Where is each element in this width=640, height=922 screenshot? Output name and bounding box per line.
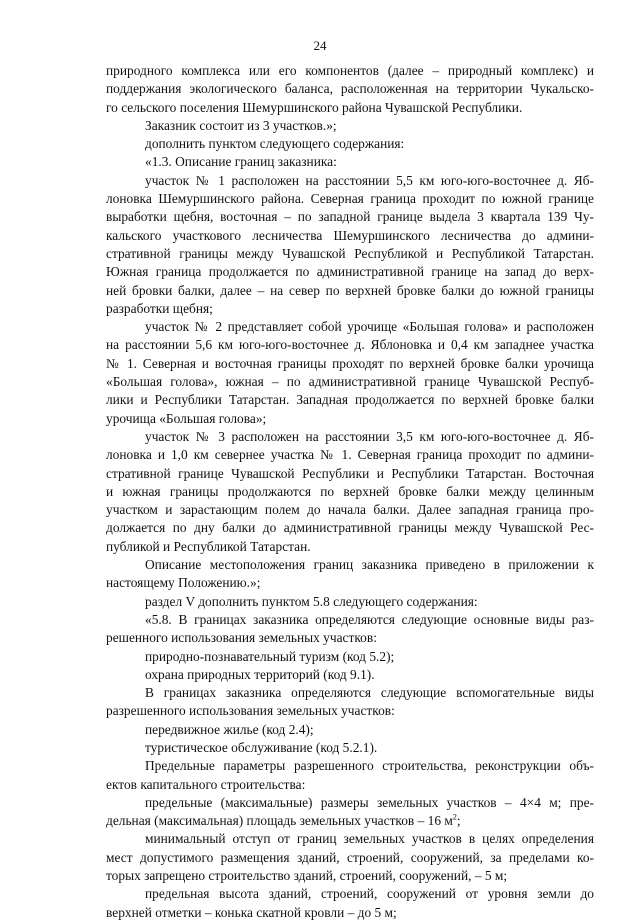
text-line: [106, 190, 594, 208]
text-line-content: кальского участкового лесничества Шемуршинского лесничества до админи-: [106, 227, 594, 243]
text-line: [106, 99, 594, 117]
text-line-content: природного комплекса или его компонентов (далее – природный комплекс) и: [106, 63, 594, 78]
text-line-content: разработки щебня;: [106, 300, 213, 316]
text-line: [106, 208, 594, 226]
text-line-content: предельные (максимальные) размеры земельных участков – 4×4 м; пре-: [145, 794, 594, 810]
text-line-content: публикой и Республикой Татарстан.: [106, 538, 311, 554]
text-line-content: лоновка и 1,0 км севернее участка № 1. Северная граница проходит по админи-: [106, 447, 594, 463]
text-line: [106, 117, 594, 135]
text-line-content: решенного использования земельных участков:: [106, 630, 377, 646]
text-line: [106, 885, 594, 903]
text-line: [106, 739, 594, 757]
text-line-content: настоящему Положению.»;: [106, 575, 261, 591]
text-line: [106, 355, 594, 373]
text-line-content: Описание местоположения границ заказника приведено в приложении к: [145, 557, 594, 573]
text-line: [106, 757, 594, 775]
text-line: [106, 794, 594, 812]
text-line: [106, 776, 594, 794]
text-line: [106, 263, 594, 281]
text-line: [106, 593, 594, 611]
text-line-content: В границах заказника определяются следующие вспомогательные виды: [145, 685, 594, 701]
text-line: [106, 666, 594, 684]
text-line-content: охрана природных территорий (код 9.1).: [145, 666, 375, 682]
text-line: [106, 629, 594, 647]
text-line-content: туристическое обслуживание (код 5.2.1).: [145, 739, 378, 755]
text-line-content: дополнить пунктом следующего содержания:: [145, 136, 405, 152]
superscript: 2: [452, 812, 457, 822]
text-line-content: выработки щебня, восточная – по западной границе выдела 3 квартала 139 Чу-: [106, 209, 594, 225]
text-line-content: участок № 1 расположен на расстоянии 5,5 км юго-юго-восточнее д. Яб-: [145, 172, 594, 188]
text-line-content: передвижное жилье (код 2.4);: [145, 721, 314, 737]
text-line-content: Южная граница продолжается по административной границе на запад до верх-: [106, 264, 594, 280]
text-line: [106, 867, 594, 885]
text-line-content: стративной границе Чувашской Республики и Республики Татарстан. Восточная: [106, 465, 594, 481]
text-line: [106, 501, 594, 519]
text-line-content: лики и Республики Татарстан. Западная продолжается по верхней бровке балки: [106, 392, 594, 408]
text-line: [106, 721, 594, 739]
text-line-content: ектов капитального строительства:: [106, 776, 306, 792]
text-line: [106, 904, 594, 922]
text-line-content: «Большая голова», южная – по административной границе Чувашской Респуб-: [106, 374, 594, 390]
text-line-content: разрешенного использования земельных участков:: [106, 703, 395, 719]
text-line-content: и южная границы продолжаются по верхней бровке балки между целинным: [106, 483, 594, 499]
text-line: [106, 245, 594, 263]
text-line: [106, 648, 594, 666]
text-line: [106, 702, 594, 720]
text-line: [106, 227, 594, 245]
text-line-content: участком и зарастающим полем до начала балки. Далее западная граница про-: [106, 502, 594, 518]
text-line: [106, 336, 594, 354]
text-line: [106, 153, 594, 171]
text-line-content: «1.3. Описание границ заказника:: [145, 154, 337, 170]
text-line-content: го сельского поселения Шемуршинского района Чувашской Республики.: [106, 99, 523, 115]
text-line-content: урочища «Большая голова»;: [106, 410, 267, 426]
text-line: [106, 538, 594, 556]
text-line-content: верхней отметки – конька скатной кровли – до 5 м;: [106, 904, 397, 920]
trailing-punctuation: ;: [456, 813, 461, 829]
text-line-content: дельная (максимальная) площадь земельных участков – 16 м: [106, 813, 453, 829]
text-line-content: мест допустимого размещения зданий, строений, сооружений, за пределами ко-: [106, 849, 594, 865]
text-line-content: природно-познавательный туризм (код 5.2);: [145, 648, 395, 664]
text-line-content: предельная высота зданий, строений, сооружений от уровня земли до: [145, 886, 594, 902]
text-line-content: на расстоянии 5,6 км юго-юго-восточнее д. Яблоновка и 0,4 км западнее участка: [106, 337, 594, 353]
text-line: [106, 830, 594, 848]
text-line-content: «5.8. В границах заказника определяются следующие основные виды раз-: [145, 611, 594, 627]
document-body: [106, 62, 594, 922]
text-line: [106, 483, 594, 501]
text-line-content: участок № 3 расположен на расстоянии 3,5 км юго-юго-восточнее д. Яб-: [145, 428, 594, 444]
text-line-content: должается по дну балки до административной границы между Чувашской Рес-: [106, 520, 594, 536]
text-line: [106, 556, 594, 574]
text-line: [106, 574, 594, 592]
text-line-content: Заказник состоит из 3 участков.»;: [145, 117, 337, 133]
text-line-content: участок № 2 представляет собой урочище «Большая голова» и расположен: [145, 319, 594, 335]
text-line: [106, 611, 594, 629]
text-line: [106, 135, 594, 153]
text-line-content: Предельные параметры разрешенного строительства, реконструкции объ-: [145, 758, 594, 774]
text-line-content: раздел V дополнить пунктом 5.8 следующего содержания:: [145, 593, 478, 609]
text-line: [106, 519, 594, 537]
text-line: [106, 373, 594, 391]
text-line: [106, 391, 594, 409]
text-line: [106, 465, 594, 483]
text-line-content: торых запрещено строительство зданий, строений, сооружений, – 5 м;: [106, 868, 508, 884]
page-number: 24: [313, 38, 327, 53]
text-line-content: № 1. Северная и восточная границы проходят по верхней бровке балки урочища: [106, 355, 594, 371]
text-line: [106, 446, 594, 464]
text-line-content: стративной границы между Чувашской Республикой и Республикой Татарстан.: [106, 245, 594, 261]
text-line-content: ней бровки балки, далее – на север по верхней бровке балки до южной границы: [106, 282, 594, 298]
text-line: [106, 812, 594, 830]
text-line: [106, 282, 594, 300]
text-line-content: минимальный отступ от границ земельных участков в целях определения: [145, 831, 594, 847]
text-line-content: лоновка Шемуршинского района. Северная граница проходит по южной границе: [106, 191, 594, 207]
text-line: [106, 300, 594, 318]
text-line: [106, 410, 594, 428]
text-line-content: поддержания экологического баланса, расположенная на территории Чукальско-: [106, 81, 594, 97]
text-line: [106, 684, 594, 702]
text-line: [106, 62, 594, 80]
text-line: [106, 849, 594, 867]
text-line: [106, 318, 594, 336]
text-line: [106, 172, 594, 190]
text-line: [106, 80, 594, 98]
text-line: [106, 428, 594, 446]
